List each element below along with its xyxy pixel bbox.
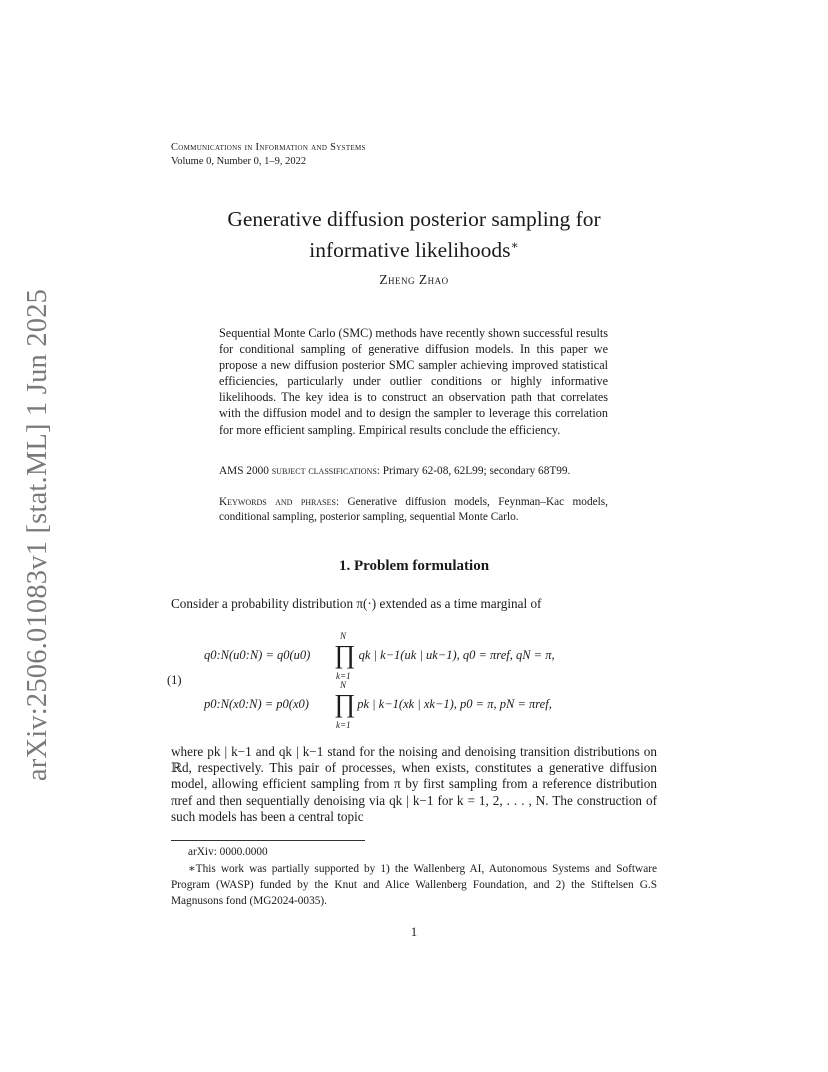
title-footnote-mark: ∗ xyxy=(510,238,519,252)
product-lower-limit-2: k=1 xyxy=(336,720,351,730)
ams-label: AMS 2000 subject classifications: xyxy=(219,465,380,477)
equation-1-rhs: qk | k−1(uk | uk−1), q0 = πref, qN = π, xyxy=(358,648,555,662)
keywords-label: Keywords and phrases: xyxy=(219,496,340,508)
product-upper-limit-2: N xyxy=(340,680,347,690)
paper-title xyxy=(171,206,657,263)
product-symbol-1: ∏ xyxy=(334,640,356,669)
equation-2-lhs: p0:N(x0:N) = p0(x0) xyxy=(204,697,309,711)
footnote-funding: ∗This work was partially supported by 1) the Wallenberg AI, Autonomous Systems and Software Program (WASP) funded by the Knut and Alice Wallenberg Foundation, and 2) the Stiftelsen G.S Magnusons fond (MG2024-0035). xyxy=(171,863,657,907)
equation-2-rhs: pk | k−1(xk | xk−1), p0 = π, pN = πref, xyxy=(357,697,552,711)
keywords-text: Generative diffusion models, Feynman–Kac models, conditional sampling, posterior sampling, sequential Monte Carlo. xyxy=(219,496,608,524)
product-lower-limit-1: k=1 xyxy=(336,671,351,681)
arxiv-identifier-text: arXiv:2506.01083v1 [stat.ML] 1 Jun 2025 xyxy=(22,288,53,782)
journal-volume: Volume 0, Number 0, 1–9, 2022 xyxy=(171,156,307,167)
equation-1-lhs: q0:N(u0:N) = q0(u0) xyxy=(204,648,311,662)
intro-paragraph: Consider a probability distribution π(·) extended as a time marginal of xyxy=(171,596,542,611)
equation-line-1 xyxy=(204,648,555,663)
title-line-2: informative likelihoods xyxy=(309,238,511,263)
equation-line-2 xyxy=(204,697,552,712)
page-number: 1 xyxy=(410,925,418,939)
journal-name: Communications in Information and Systems xyxy=(171,142,366,153)
product-upper-limit-1: N xyxy=(340,631,347,641)
footnote-rule xyxy=(171,840,365,841)
abstract: Sequential Monte Carlo (SMC) methods have recently shown successful results for conditional sampling of generative diffusion models. In this paper we propose a new diffusion posterior SMC sampler achieving improved statistical efficiencies, particularly under outlier conditions or highly informative likelihoods. The key idea is to construct an observation path that correlates with the diffusion model and to design the sampler to leverage this correlation for more efficient sampling. Empirical results conclude the efficiency. xyxy=(219,326,608,437)
footnote-arxiv: arXiv: 0000.0000 xyxy=(188,846,268,858)
equation-number: (1) xyxy=(167,673,182,687)
body-paragraph: where pk | k−1 and qk | k−1 stand for the noising and denoising transition distributions on ℝd, respectively. This pair of processes, when exists, constitutes a generative diffusion model, allowing efficient sampling from π by first sampling from a reference distribution πref and then sequentially denoising via qk | k−1 for k = 1, 2, . . . , N. The construction of such models has been a central topic xyxy=(171,744,657,824)
title-line-1: Generative diffusion posterior sampling for xyxy=(227,207,601,231)
section-heading: 1. Problem formulation xyxy=(338,558,490,574)
ams-classifications xyxy=(219,464,608,479)
author-name: Zheng Zhao xyxy=(379,272,449,287)
keywords xyxy=(219,495,608,526)
ams-text: Primary 62-08, 62L99; secondary 68T99. xyxy=(379,465,571,477)
journal-header xyxy=(171,141,366,169)
arxiv-identifier xyxy=(14,288,62,782)
product-symbol-2: ∏ xyxy=(334,689,356,718)
